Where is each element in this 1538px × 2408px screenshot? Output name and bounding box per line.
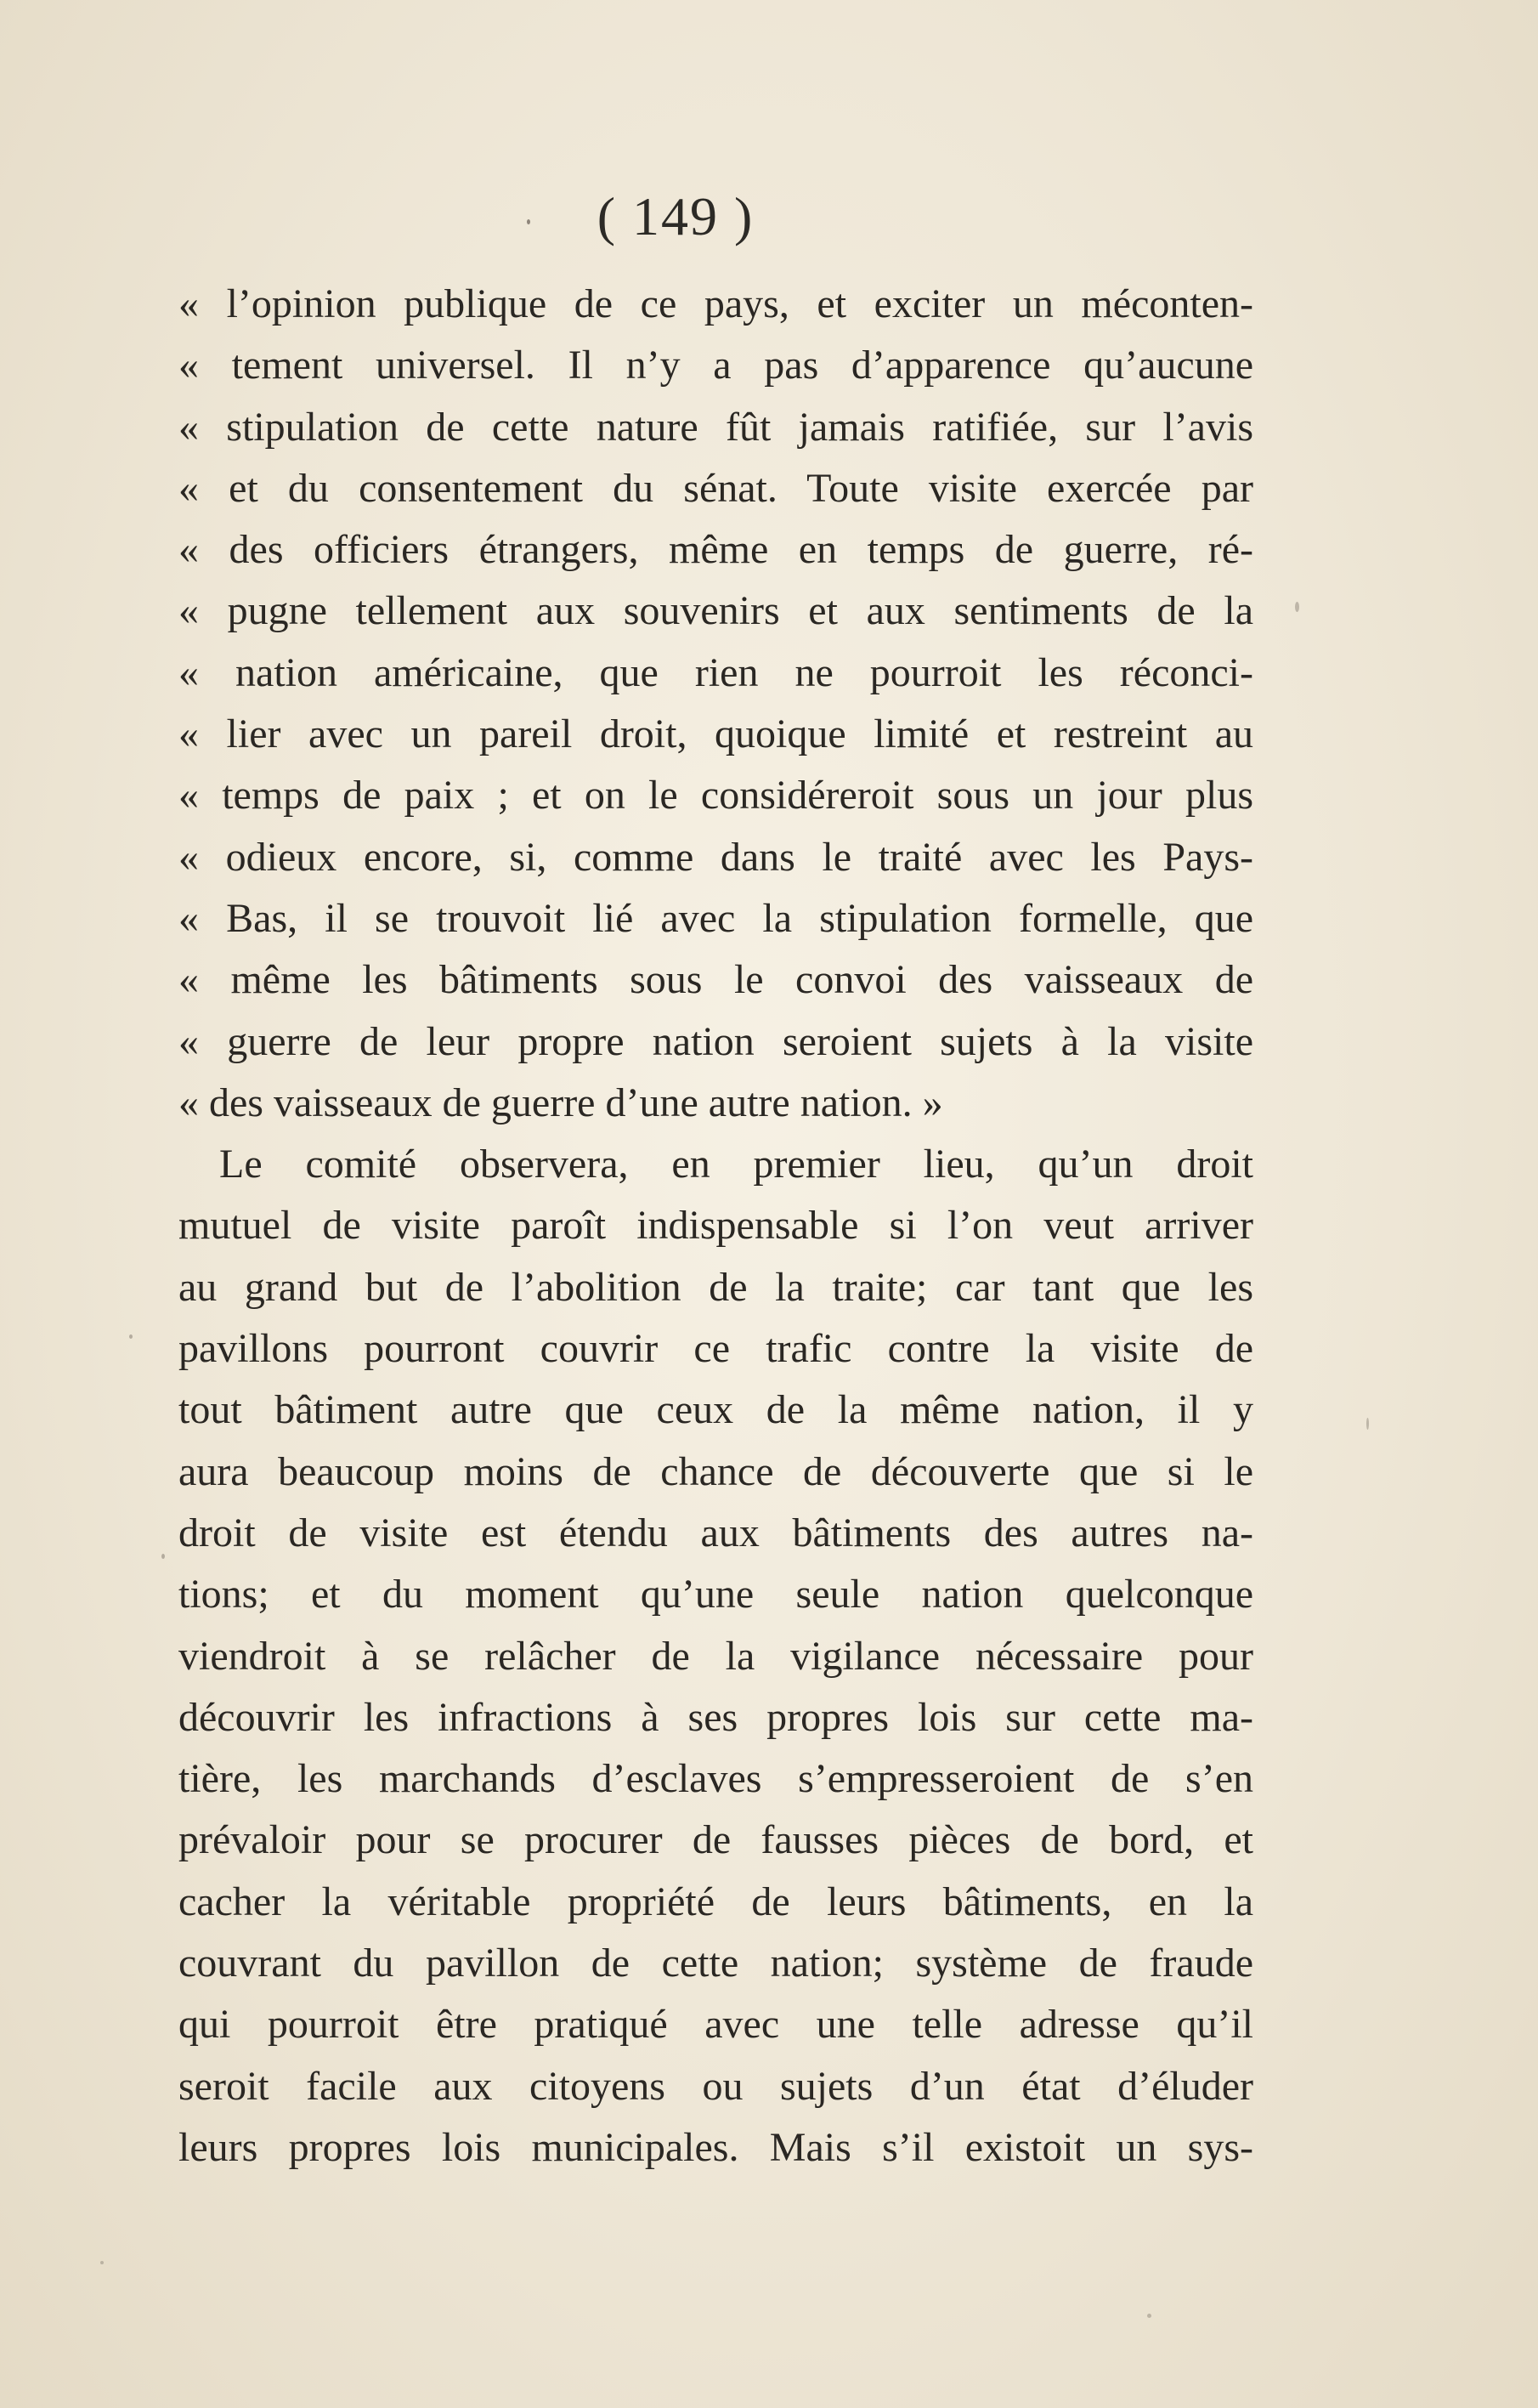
text-line: seroit facile aux citoyens ou sujets d’un état d’éluder bbox=[178, 2063, 1253, 2109]
text-line: « odieux encore, si, comme dans le traité avec les Pays- bbox=[178, 834, 1253, 880]
paper-speck bbox=[1147, 2314, 1151, 2318]
text-line: au grand but de l’abolition de la traite; car tant que les bbox=[178, 1264, 1253, 1310]
text-line: « même les bâtiments sous le convoi des vaisseaux de bbox=[178, 957, 1253, 1003]
text-line: droit de visite est étendu aux bâtiments des autres na- bbox=[178, 1510, 1253, 1555]
text-line: aura beaucoup moins de chance de découverte que si le bbox=[178, 1448, 1253, 1494]
text-line: prévaloir pour se procurer de fausses pièces de bord, et bbox=[178, 1817, 1253, 1863]
body-text bbox=[178, 274, 1253, 2179]
text-line: leurs propres lois municipales. Mais s’il existoit un sys- bbox=[178, 2124, 1253, 2170]
text-line: couvrant du pavillon de cette nation; système de fraude bbox=[178, 1941, 1253, 1986]
paper-speck bbox=[527, 219, 530, 224]
text-line: Le comité observera, en premier lieu, qu’un droit bbox=[219, 1142, 1253, 1187]
text-line: tout bâtiment autre que ceux de la même nation, il y bbox=[178, 1387, 1253, 1433]
paper-speck bbox=[129, 1334, 133, 1339]
text-line: « et du consentement du sénat. Toute visite exercée par bbox=[178, 465, 1253, 511]
text-line: « guerre de leur propre nation seroient sujets à la visite bbox=[178, 1018, 1253, 1064]
text-line: « des vaisseaux de guerre d’une autre nation. » bbox=[178, 1079, 943, 1125]
text-line: viendroit à se relâcher de la vigilance nécessaire pour bbox=[178, 1633, 1253, 1679]
text-line: « Bas, il se trouvoit lié avec la stipulation formelle, que bbox=[178, 895, 1253, 941]
text-line: mutuel de visite paroît indispensable si l’on veut arriver bbox=[178, 1203, 1253, 1249]
text-line: « pugne tellement aux souvenirs et aux sentiments de la bbox=[178, 588, 1253, 634]
page-number-header: ( 149 ) bbox=[597, 186, 755, 246]
paper-speck bbox=[161, 1554, 165, 1559]
text-line: « l’opinion publique de ce pays, et exciter un méconten- bbox=[178, 281, 1253, 326]
text-line: « nation américaine, que rien ne pourroit les réconci- bbox=[178, 649, 1253, 695]
text-line: « stipulation de cette nature fût jamais ratifiée, sur l’avis bbox=[178, 404, 1253, 450]
text-line: découvrir les infractions à ses propres lois sur cette ma- bbox=[178, 1694, 1253, 1740]
text-line: pavillons pourront couvrir ce trafic contre la visite de bbox=[178, 1326, 1253, 1372]
text-line: qui pourroit être pratiqué avec une telle adresse qu’il bbox=[178, 2002, 1253, 2048]
text-line: « lier avec un pareil droit, quoique limité et restreint au bbox=[178, 711, 1253, 757]
text-line: « tement universel. Il n’y a pas d’apparence qu’aucune bbox=[178, 343, 1253, 388]
text-line: cacher la véritable propriété de leurs bâtiments, en la bbox=[178, 1878, 1253, 1924]
text-line: tière, les marchands d’esclaves s’empresseroient de s’en bbox=[178, 1756, 1253, 1802]
text-line: tions; et du moment qu’une seule nation quelconque bbox=[178, 1572, 1253, 1618]
paper-speck bbox=[1295, 602, 1299, 612]
paper-speck bbox=[1366, 1418, 1369, 1430]
text-line: « temps de paix ; et on le considéreroit sous un jour plus bbox=[178, 773, 1253, 819]
paper-speck bbox=[100, 2261, 104, 2264]
text-line: « des officiers étrangers, même en temps de guerre, ré- bbox=[178, 527, 1253, 573]
